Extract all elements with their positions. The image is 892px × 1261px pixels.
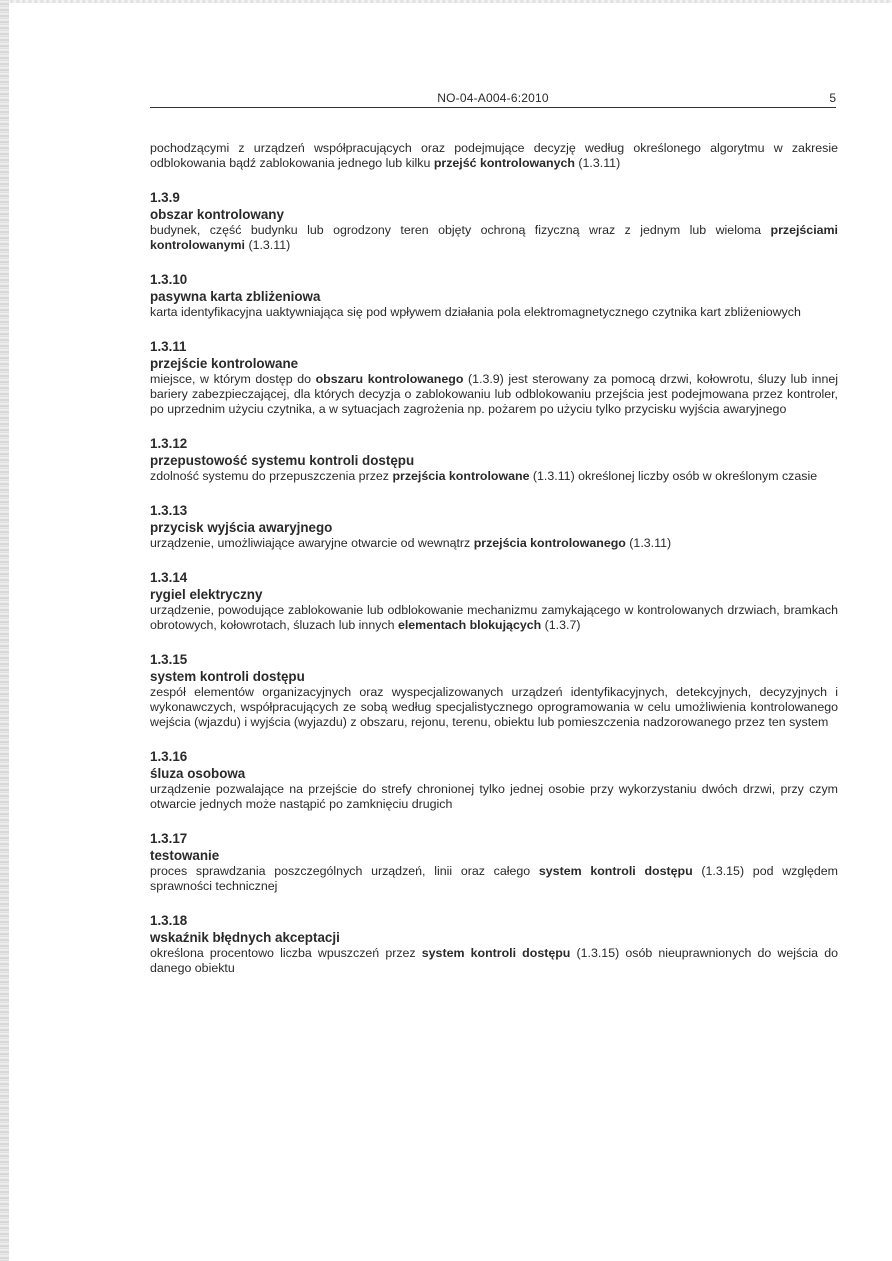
- definitions-list: [150, 189, 838, 976]
- text-run: urządzenie pozwalające na przejście do strefy chronionej tylko jednej osobie przy wykorzystaniu dwóch drzwi, przy czym otwarcie jednych może nastąpić po zamknięciu drugich: [150, 782, 838, 811]
- entry-definition: [150, 685, 838, 730]
- entry-term: wskaźnik błędnych akceptacji: [150, 930, 340, 945]
- definition-entry: [150, 338, 838, 417]
- text-run: określona procentowo liczba wpuszczeń przez: [150, 946, 422, 960]
- bold-term-reference: obszaru kontrolowanego: [315, 372, 464, 386]
- text-run: pochodzącymi z urządzeń współpracujących oraz podejmujące decyzję według określonego algorytmu w zakresie odblokowania bądź zablokowania jednego lub kilku: [150, 141, 838, 170]
- text-run: (1.3.11): [574, 156, 621, 170]
- entry-definition: [150, 782, 838, 812]
- definition-entry: [150, 271, 838, 320]
- bold-term-reference: przejściami kontrolowanymi: [150, 223, 838, 252]
- entry-definition: [150, 305, 838, 320]
- entry-definition: [150, 603, 838, 633]
- entry-number: 1.3.18: [150, 913, 188, 928]
- text-run: (1.3.15) osób nieuprawnionych do wejścia do danego obiektu: [150, 946, 838, 975]
- entry-term: pasywna karta zbliżeniowa: [150, 289, 321, 304]
- entry-term: system kontroli dostępu: [150, 669, 305, 684]
- text-run: zespół elementów organizacyjnych oraz wyspecjalizowanych urządzeń identyfikacyjnych, detekcyjnych, decyzyjnych i wykonawczych, współpracujących ze sobą według specjalistycznego oprogramowania w celu umożliwienia kontrolowanego wejścia (wjazdu) i wyjścia (wyjazdu) z obszaru, rejonu, terenu, obiektu lub pomieszczenia nadzorowanego przez ten system: [150, 685, 838, 729]
- text-run: budynek, część budynku lub ogrodzony teren objęty ochroną fizyczną wraz z jednym lub wieloma: [150, 223, 771, 237]
- entry-term: przejście kontrolowane: [150, 356, 299, 371]
- entry-term: przepustowość systemu kontroli dostępu: [150, 453, 415, 468]
- entry-number: 1.3.13: [150, 503, 188, 518]
- text-run: (1.3.11): [625, 536, 672, 550]
- entry-definition: [150, 372, 838, 417]
- entry-term: obszar kontrolowany: [150, 207, 284, 222]
- text-run: (1.3.9) jest sterowany za pomocą drzwi, kołowrotu, śluzy lub innej bariery zabezpieczającej, dla których decyzja o zablokowaniu lub odblokowaniu przejścia jest podejmowana przez kontroler, po uprzednim użyciu czytnika, a w sytuacjach zagrożenia np. pożarem po użyciu tylko przycisku wyjścia awaryjnego: [150, 372, 838, 416]
- entry-number: 1.3.16: [150, 749, 188, 764]
- page-header: [150, 91, 836, 108]
- bold-term-reference: system kontroli dostępu: [421, 946, 571, 960]
- bold-term-reference: przejścia kontrolowane: [392, 469, 530, 483]
- entry-number: 1.3.15: [150, 652, 188, 667]
- page-number: 5: [829, 91, 836, 105]
- entry-term: śluza osobowa: [150, 766, 246, 781]
- definition-entry: [150, 830, 838, 894]
- entry-number: 1.3.17: [150, 831, 188, 846]
- entry-number: 1.3.11: [150, 339, 187, 354]
- definition-entry: [150, 189, 838, 253]
- entry-term: rygiel elektryczny: [150, 587, 263, 602]
- entry-definition: [150, 946, 838, 976]
- entry-definition: [150, 469, 838, 484]
- text-run: miejsce, w którym dostęp do: [150, 372, 316, 386]
- definition-entry: [150, 651, 838, 730]
- entry-term: przycisk wyjścia awaryjnego: [150, 520, 333, 535]
- text-run: proces sprawdzania poszczególnych urządzeń, linii oraz całego: [150, 864, 539, 878]
- entry-term: testowanie: [150, 848, 220, 863]
- entry-definition: [150, 223, 838, 253]
- entry-number: 1.3.9: [150, 190, 180, 205]
- bold-term-reference: przejścia kontrolowanego: [473, 536, 626, 550]
- entry-number: 1.3.14: [150, 570, 188, 585]
- text-run: (1.3.11) określonej liczby osób w określonym czasie: [529, 469, 818, 483]
- text-run: (1.3.15) pod względem sprawności technicznej: [150, 864, 838, 893]
- scan-top-edge: [0, 0, 892, 3]
- entry-definition: [150, 536, 838, 551]
- definition-entry: [150, 569, 838, 633]
- text-run: (1.3.7): [541, 618, 581, 632]
- definition-entry: [150, 748, 838, 812]
- page-content: [150, 141, 838, 994]
- definition-entry: [150, 912, 838, 976]
- entry-number: 1.3.10: [150, 272, 188, 287]
- text-run: zdolność systemu do przepuszczenia przez: [150, 469, 393, 483]
- text-run: urządzenie, umożliwiające awaryjne otwarcie od wewnątrz: [150, 536, 474, 550]
- text-run: karta identyfikacyjna uaktywniająca się pod wpływem działania pola elektromagnetycznego czytnika kart zbliżeniowych: [150, 305, 801, 319]
- definition-entry: [150, 435, 838, 484]
- document-code: NO-04-A004-6:2010: [437, 91, 549, 105]
- text-run: (1.3.11): [245, 238, 291, 252]
- bold-term-reference: przejść kontrolowanych: [433, 156, 575, 170]
- bold-term-reference: elementach blokujących: [397, 618, 542, 632]
- bold-term-reference: system kontroli dostępu: [538, 864, 693, 878]
- intro-paragraph: [150, 141, 838, 171]
- scan-left-edge: [0, 0, 9, 1261]
- text-run: urządzenie, powodujące zablokowanie lub odblokowanie mechanizmu zamykającego w kontrolowanych drzwiach, bramkach obrotowych, kołowrotach, śluzach lub innych: [150, 603, 838, 632]
- definition-entry: [150, 502, 838, 551]
- entry-definition: [150, 864, 838, 894]
- entry-number: 1.3.12: [150, 436, 188, 451]
